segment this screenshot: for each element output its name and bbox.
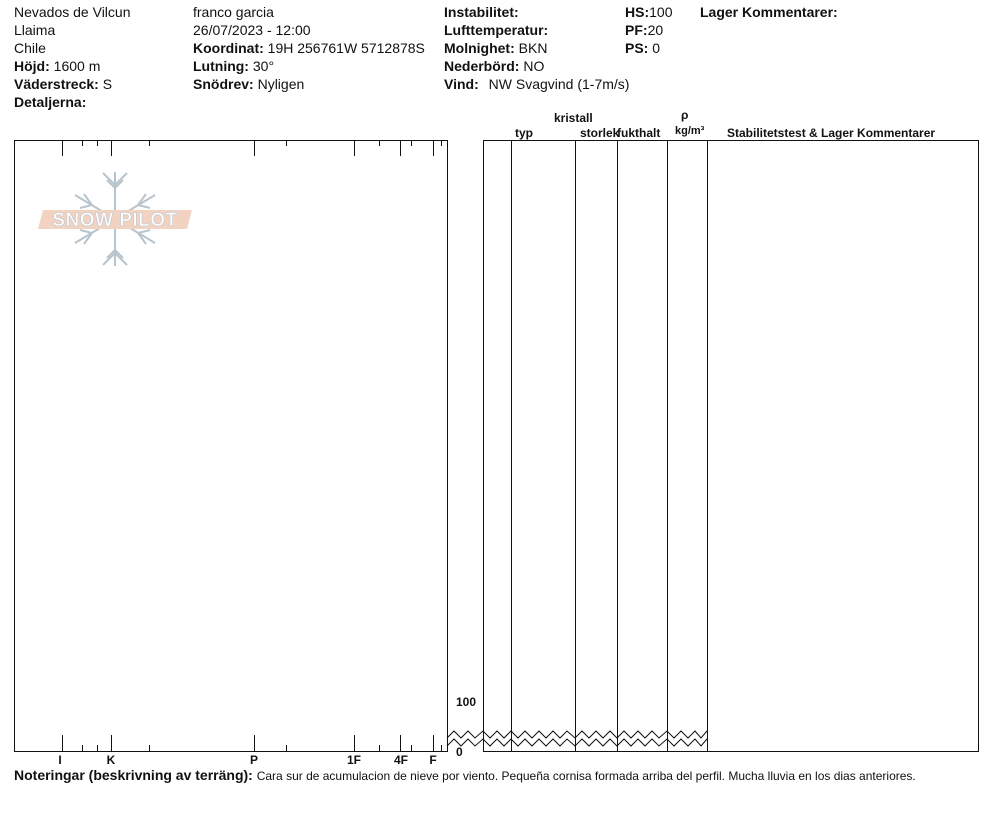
- crystal-header-line1: kristall: [554, 111, 593, 125]
- slope-value: 30°: [252, 58, 275, 74]
- precip-label: Nederbörd:: [444, 58, 520, 74]
- notes-text: Cara sur de acumulacion de nieve por viento. Pequeña cornisa formada arriba del perfil. Mucha lluvia en los dias anteriores.: [256, 769, 916, 783]
- hardness-label-1F: 1F: [346, 753, 362, 767]
- cloud-value: BKN: [518, 40, 548, 56]
- pf-value: 20: [647, 22, 664, 38]
- country-name: Chile: [14, 40, 46, 56]
- drift-value: Nyligen: [257, 76, 305, 92]
- wind-label: Vind:: [444, 76, 479, 92]
- precip-value: NO: [523, 58, 545, 74]
- stability-header: Stabilitetstest & Lager Kommentarer: [727, 126, 936, 140]
- type-header: typ: [515, 126, 533, 140]
- depth-label-top: 100: [456, 695, 477, 709]
- elevation-value: 1600 m: [53, 58, 101, 74]
- density-unit: kg/m³: [675, 125, 705, 137]
- aspect-value: S: [102, 76, 113, 92]
- elevation-label: Höjd:: [14, 58, 50, 74]
- hs-label: HS:: [625, 4, 650, 20]
- hardness-label-F: F: [429, 753, 437, 767]
- snowpilot-logo: [38, 172, 192, 266]
- ps-label: PS:: [625, 40, 649, 56]
- drift-label: Snödrev:: [193, 76, 254, 92]
- notes-row: [14, 766, 916, 785]
- hs-value: 100: [649, 4, 673, 20]
- hardness-top-ticks: [63, 140, 442, 156]
- wind-value: NW Svagvind (1-7m/s): [488, 76, 630, 92]
- hardness-label-4F: 4F: [393, 753, 409, 767]
- hardness-label-K: K: [106, 753, 116, 767]
- hardness-label-I: I: [58, 753, 62, 767]
- hardness-label-P: P: [249, 753, 259, 767]
- region-name: Llaima: [14, 22, 56, 38]
- coordinates-value: 19H 256761W 5712878S: [267, 40, 425, 56]
- details-label: Detaljerna:: [14, 94, 87, 110]
- location-name: Nevados de Vilcun: [14, 4, 131, 20]
- depth-label-bottom: 0: [456, 745, 463, 759]
- hardness-bottom-ticks: [63, 735, 442, 751]
- ps-value: 0: [652, 40, 661, 56]
- slope-label: Lutning:: [193, 58, 249, 74]
- cloud-label: Molnighet:: [444, 40, 515, 56]
- airtemp-label: Lufttemperatur:: [444, 22, 549, 38]
- pf-label: PF:: [625, 22, 648, 38]
- moisture-header: fukthalt: [617, 126, 661, 140]
- notes-label: Noteringar (beskrivning av terräng):: [14, 767, 253, 783]
- density-symbol: ρ: [681, 108, 689, 122]
- observation-datetime: 26/07/2023 - 12:00: [193, 22, 311, 38]
- observer-name: franco garcia: [193, 4, 274, 20]
- layer-comments-label: Lager Kommentarer:: [700, 4, 838, 20]
- hardness-chart-frame: [15, 141, 448, 752]
- logo-text: SNOW PILOT: [52, 210, 178, 231]
- layer-table-frame: [484, 141, 979, 752]
- layer-table-columns: [512, 140, 708, 751]
- coordinates-label: Koordinat:: [193, 40, 264, 56]
- instability-label: Instabilitet:: [444, 4, 519, 20]
- crystal-header-line2: storlek: [580, 126, 620, 140]
- aspect-label: Väderstreck:: [14, 76, 99, 92]
